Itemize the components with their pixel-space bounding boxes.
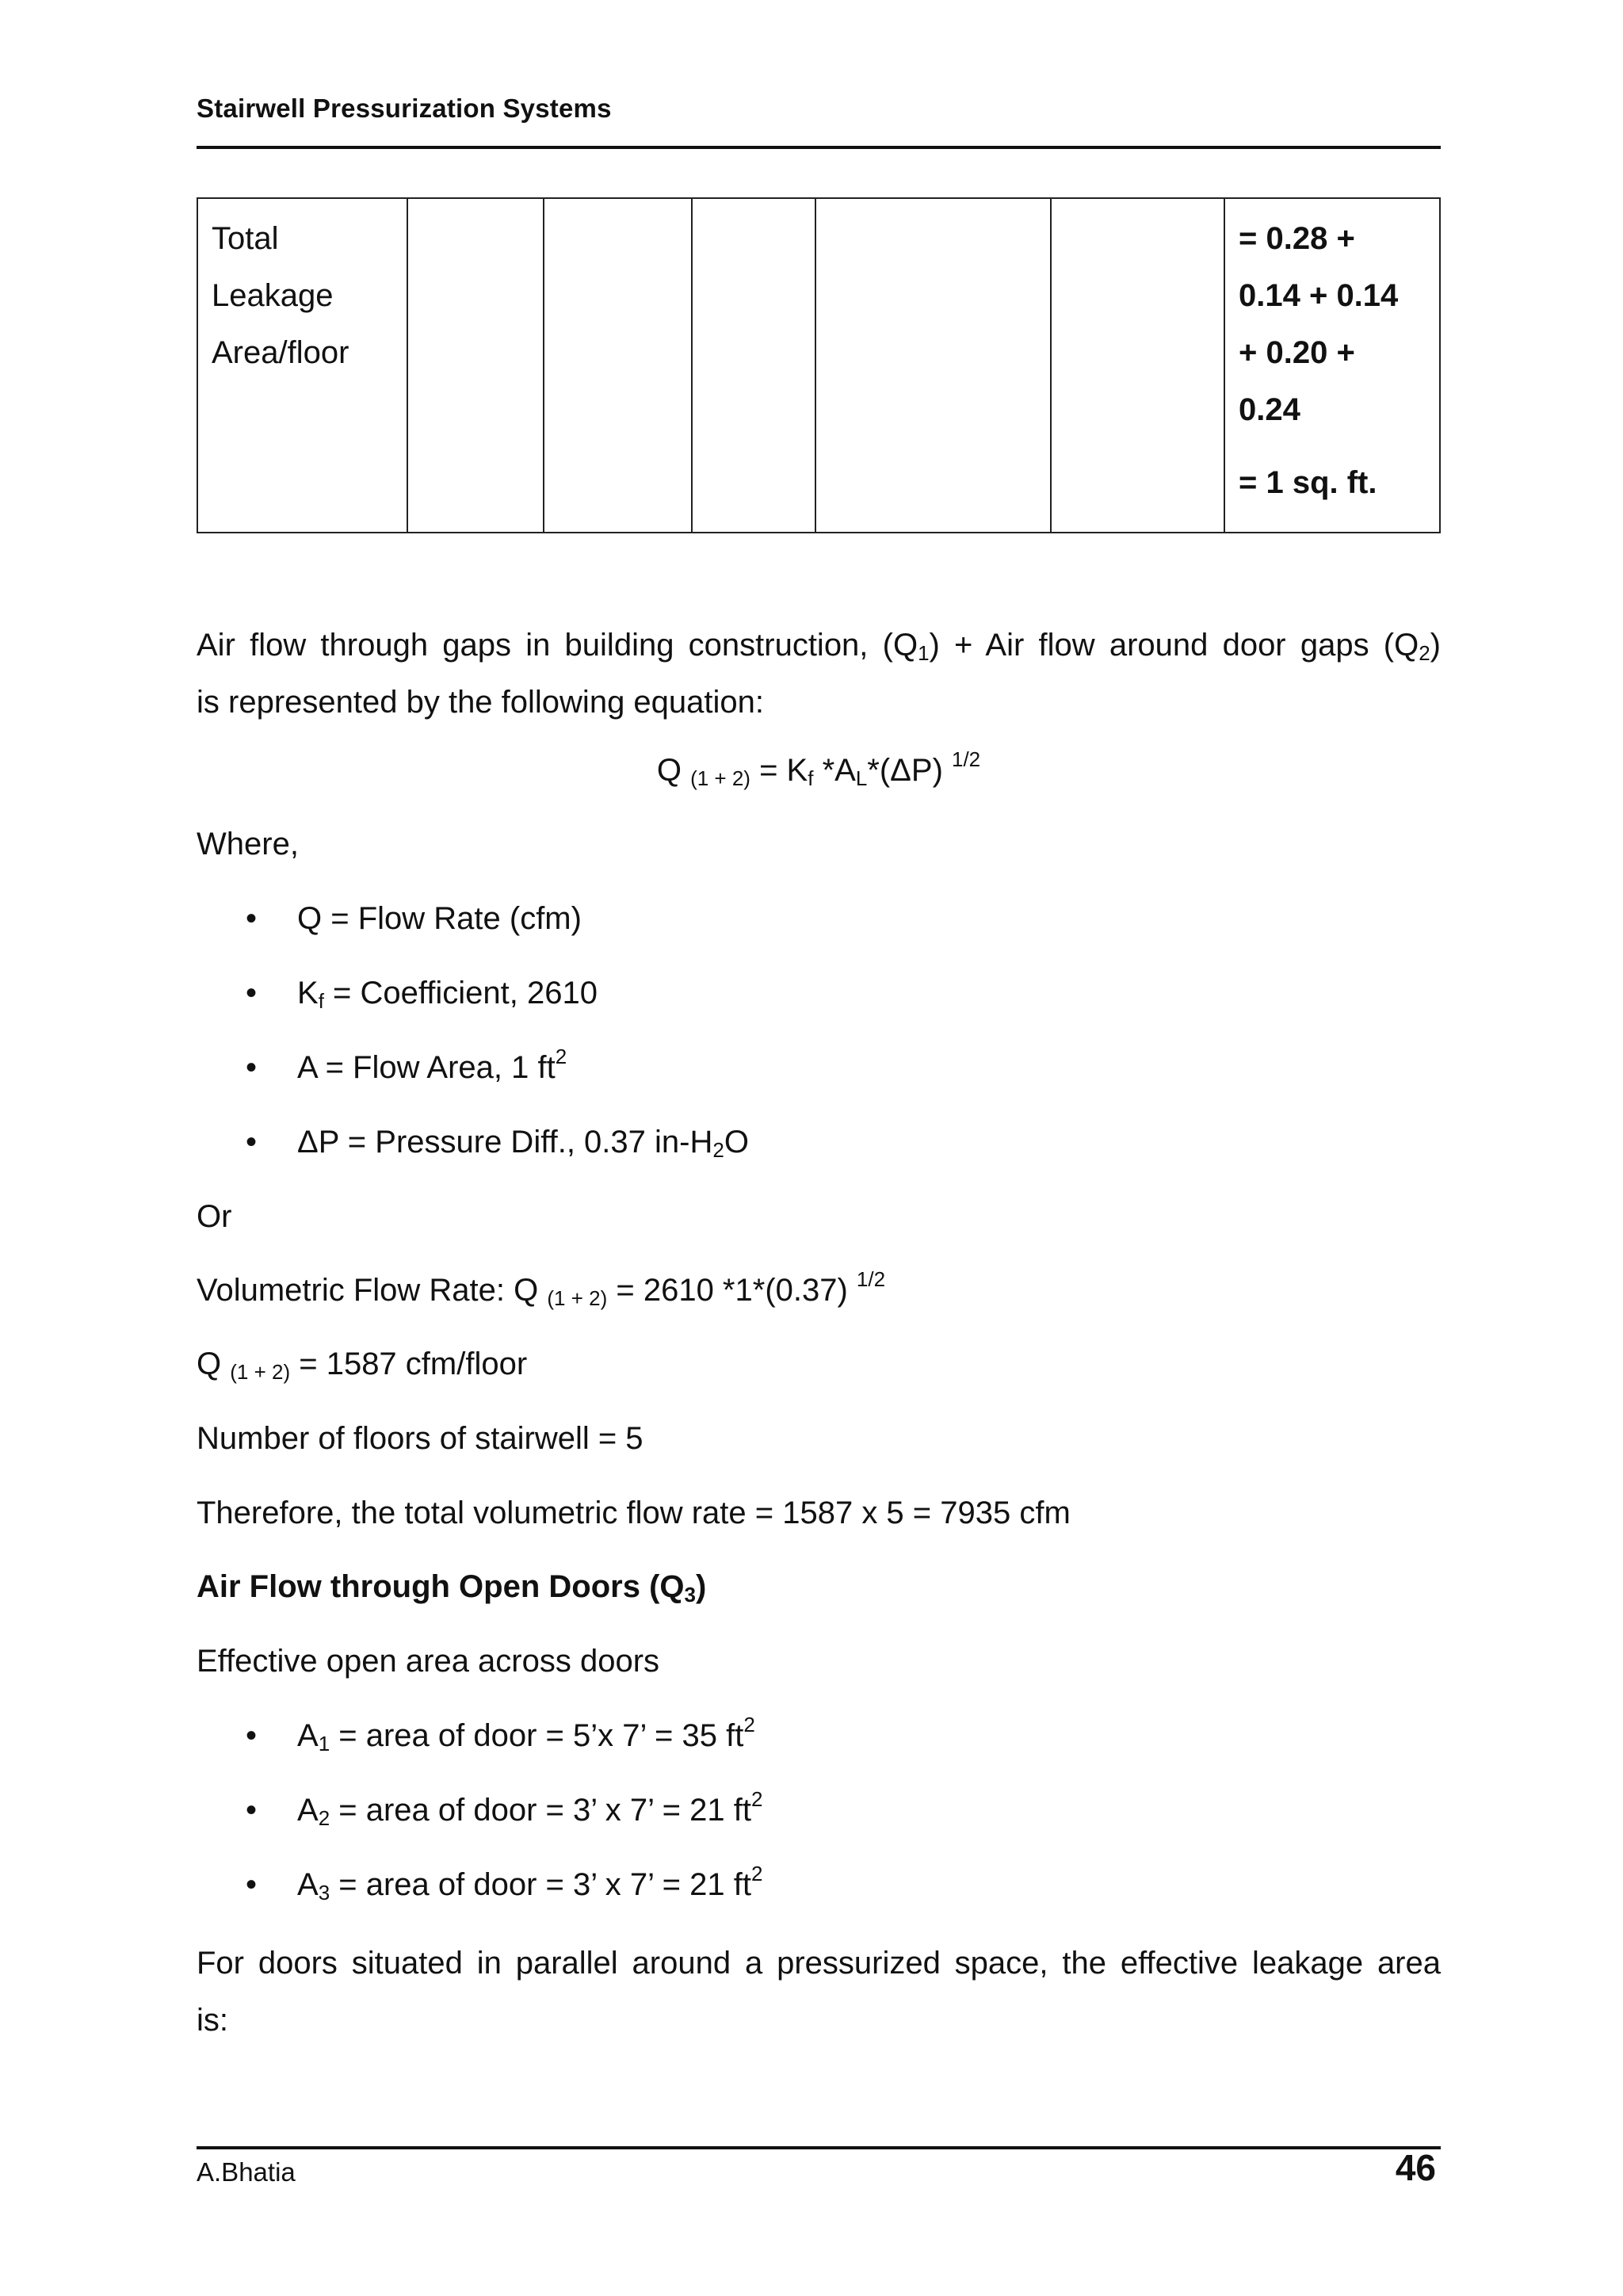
list-item — [246, 899, 582, 938]
list-item-text: A — [297, 1867, 319, 1902]
intro-text-c: ) — [1430, 628, 1441, 663]
parallel-paragraph — [197, 1935, 1441, 2049]
list-item-text: A = Flow Area, 1 ft — [297, 1050, 556, 1085]
list-item-text: A — [297, 1718, 319, 1753]
table-cell-empty — [1051, 198, 1224, 533]
subscript: f — [318, 989, 324, 1013]
bullet-icon: • — [246, 1867, 258, 1902]
value-line: 0.14 + 0.14 — [1239, 278, 1399, 313]
section-heading — [197, 1567, 706, 1606]
eq-exponent: 1/2 — [952, 747, 981, 771]
intro-line-1 — [197, 617, 1441, 674]
subscript: 2 — [712, 1138, 724, 1162]
footer-author: A.Bhatia — [197, 2157, 296, 2187]
superscript: 2 — [750, 1787, 763, 1811]
table-cell-empty — [692, 198, 815, 533]
list-item-text: ΔP = Pressure Diff., 0.37 in-H — [297, 1125, 713, 1159]
value-line: 0.24 — [1239, 392, 1300, 427]
superscript: 2 — [750, 1862, 763, 1885]
list-item-text: = Coefficient, 2610 — [323, 976, 598, 1010]
heading-text: ) — [695, 1569, 707, 1604]
where-label: Where, — [197, 827, 299, 861]
subscript: 3 — [318, 1881, 330, 1904]
total-flow-line: Therefore, the total volumetric flow rate = 1587 x 5 = 7935 cfm — [197, 1496, 1071, 1530]
bullet-icon: • — [246, 1793, 258, 1828]
table-cell-empty — [544, 198, 692, 533]
value-line: = 0.28 + — [1239, 221, 1355, 256]
label-line: Leakage — [212, 278, 334, 313]
intro-paragraph — [197, 617, 1441, 731]
running-header-title: Stairwell Pressurization Systems — [197, 94, 612, 123]
floors-line: Number of floors of stairwell = 5 — [197, 1421, 643, 1456]
page-number: 46 — [1395, 2147, 1436, 2188]
subscript: 1 — [318, 1732, 330, 1755]
table-cell-label — [197, 198, 407, 533]
heading-text: Air Flow through Open Doors (Q — [197, 1569, 685, 1604]
list-item — [246, 1713, 755, 1755]
bullet-icon: • — [246, 901, 258, 936]
subscript: 2 — [318, 1806, 330, 1830]
list-item-text: = area of door = 3’ x 7’ = 21 ft — [330, 1793, 751, 1828]
effective-area-label: Effective open area across doors — [197, 1644, 660, 1679]
parallel-line-2: is: — [197, 2003, 228, 2038]
footer-rule — [197, 2146, 1441, 2149]
label-line: Area/floor — [212, 335, 349, 370]
eq-subscript: L — [855, 766, 868, 790]
eq-subscript: (1 + 2) — [230, 1360, 291, 1384]
eq-part: = K — [750, 753, 808, 788]
bullet-icon: • — [246, 1125, 258, 1159]
flow-equation — [197, 747, 1441, 798]
list-item-text: = area of door = 5’x 7’ = 35 ft — [330, 1718, 744, 1753]
list-item-text: Q = Flow Rate (cfm) — [297, 901, 582, 936]
or-label: Or — [197, 1199, 232, 1234]
list-item — [246, 1787, 763, 1830]
value-line: + 0.20 + — [1239, 335, 1355, 370]
intro-line-2: is represented by the following equation: — [197, 685, 765, 720]
eq-part: *A — [813, 753, 856, 788]
parallel-line-1: For doors situated in parallel around a pressurized space, the effective leakage area — [197, 1946, 1441, 1981]
table-cell-empty — [815, 198, 1051, 533]
subscript: 3 — [684, 1583, 696, 1606]
superscript: 2 — [555, 1045, 567, 1068]
intro-text-a: Air flow through gaps in building construction, (Q — [197, 628, 918, 663]
header-rule — [197, 146, 1441, 149]
table-cell-empty — [407, 198, 544, 533]
subscript: 1 — [918, 641, 930, 665]
eq-part: *(ΔP) — [867, 753, 952, 788]
list-item-text: K — [297, 976, 319, 1010]
label-line: Total — [212, 221, 279, 256]
superscript: 2 — [743, 1713, 755, 1736]
list-item-text: A — [297, 1793, 319, 1828]
eq-exponent: 1/2 — [856, 1267, 886, 1291]
eq-part: Volumetric Flow Rate: Q — [197, 1273, 548, 1308]
eq-part: = 1587 cfm/floor — [290, 1347, 528, 1381]
total-result: = 1 sq. ft. — [1239, 465, 1377, 500]
volumetric-flow-line — [197, 1267, 886, 1318]
subscript: 2 — [1419, 641, 1430, 665]
table-cell-total — [1224, 198, 1440, 533]
list-item-text: O — [724, 1125, 749, 1159]
q-result-line — [197, 1344, 527, 1392]
list-item — [246, 1122, 749, 1162]
list-item — [246, 1045, 567, 1087]
eq-subscript: (1 + 2) — [547, 1286, 608, 1310]
list-item — [246, 973, 598, 1013]
bullet-icon: • — [246, 1050, 258, 1085]
eq-subscript: (1 + 2) — [690, 766, 750, 790]
bullet-icon: • — [246, 1718, 258, 1753]
list-item — [246, 1862, 763, 1904]
eq-part: Q — [656, 753, 682, 788]
bullet-icon: • — [246, 976, 258, 1010]
eq-part: = 2610 *1*(0.37) — [607, 1273, 857, 1308]
table-row — [197, 198, 1440, 533]
list-item-text: = area of door = 3’ x 7’ = 21 ft — [330, 1867, 751, 1902]
intro-text-b: ) + Air flow around door gaps (Q — [929, 628, 1419, 663]
eq-part: Q — [197, 1347, 231, 1381]
leakage-table — [197, 197, 1441, 533]
eq-subscript: f — [808, 766, 814, 790]
